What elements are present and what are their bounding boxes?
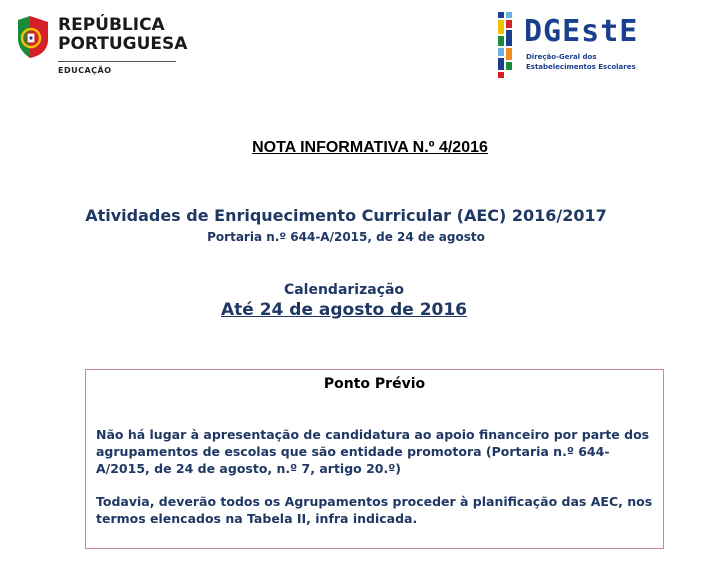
dgeste-subtitle-line1: Direção-Geral dos: [526, 53, 597, 61]
republic-name: [58, 16, 187, 54]
ministry-label: EDUCAÇÃO: [58, 66, 112, 75]
dgeste-logo: [496, 10, 676, 85]
dgeste-subtitle: [526, 52, 636, 72]
dgeste-title: DGEstE: [524, 14, 639, 49]
box-title: Ponto Prévio: [323, 376, 426, 392]
republic-emblem-icon: [16, 14, 50, 60]
dgeste-subtitle-line2: Estabelecimentos Escolares: [526, 63, 636, 71]
aec-title: Atividades de Enriquecimento Curricular (AEC) 2016/2017: [85, 206, 607, 225]
calendar-date: Até 24 de agosto de 2016: [220, 300, 468, 320]
dgeste-mark-icon: [496, 10, 522, 80]
republic-line2: PORTUGUESA: [58, 34, 188, 54]
box-paragraph-1: Não há lugar à apresentação de candidatura ao apoio financeiro por parte dos agrupamentos de escolas que são entidade promotora (Portaria n.º 644-A/2015, de 24 de agosto, n.º 7, artigo 20.º): [96, 427, 650, 476]
calendar-label: Calendarização: [283, 282, 405, 298]
aec-subtitle: Portaria n.º 644-A/2015, de 24 de agosto: [207, 230, 485, 244]
logo-divider: [58, 61, 176, 62]
ponto-previo-box: [85, 369, 664, 549]
republic-line1: REPÚBLICA: [58, 15, 165, 35]
republica-portuguesa-logo: [16, 12, 188, 82]
nota-title: NOTA INFORMATIVA N.º 4/2016: [252, 139, 488, 156]
box-paragraph-2: Todavia, deverão todos os Agrupamentos proceder à planificação das AEC, nos termos elencados na Tabela II, infra indicada.: [96, 494, 653, 526]
